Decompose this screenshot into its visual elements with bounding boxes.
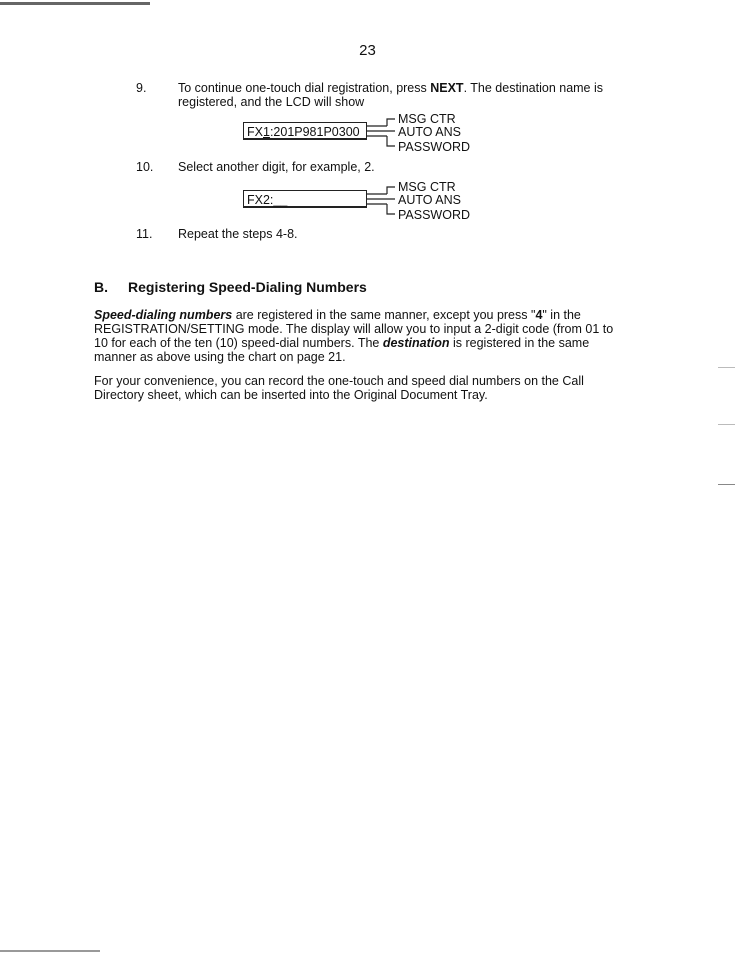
lcd-option-msg-ctr: MSG CTR — [398, 180, 456, 194]
lcd-bracket-lines — [243, 180, 403, 230]
scan-artifact-bottom — [0, 950, 100, 952]
lcd-cursor: 1 — [262, 125, 270, 139]
step-text: Repeat the steps 4-8. — [178, 227, 298, 241]
step-10 — [136, 160, 626, 176]
step-number: 11. — [136, 227, 153, 241]
section-title: Registering Speed-Dialing Numbers — [128, 279, 367, 295]
step-text: Select another digit, for example, 2. — [178, 160, 375, 174]
lcd-option-auto-ans: AUTO ANS — [398, 193, 461, 207]
lcd-option-password: PASSWORD — [398, 140, 470, 154]
lcd-option-msg-ctr: MSG CTR — [398, 112, 456, 126]
lcd-option-auto-ans: AUTO ANS — [398, 125, 461, 139]
step-number: 10. — [136, 160, 154, 174]
lcd-bracket-lines — [243, 112, 403, 162]
speed-dial-paragraph: Speed-dialing numbers are registered in the same manner, except you press "4" in the REGISTRATION/SETTING mode. The display will allow you to input a 2-digit code (from 01 to 10 for each of the ten (10) speed-dial numbers. The destination is registered in the same manner as above using the chart on page 21. — [94, 308, 614, 364]
page-number: 23 — [359, 42, 376, 59]
scan-artifact-right-2 — [718, 424, 735, 425]
lcd-option-password: PASSWORD — [398, 208, 470, 222]
scan-artifact-right-3 — [718, 484, 735, 485]
step-text: To continue one-touch dial registration, press NEXT. The destination name is registered, and the LCD will show — [178, 81, 604, 109]
lcd-screen: FX2:__ — [243, 190, 367, 208]
scan-artifact-top — [0, 2, 150, 5]
step-number: 9. — [136, 81, 147, 95]
step-11 — [136, 227, 626, 243]
term-speed-dialing-numbers: Speed-dialing numbers — [94, 308, 233, 322]
term-destination: destination — [382, 336, 450, 350]
convenience-paragraph: For your convenience, you can record the one-touch and speed dial numbers on the Call Directory sheet, which can be inserted into the Original Document Tray. — [94, 374, 584, 402]
step-9 — [136, 81, 626, 111]
section-letter: B. — [94, 279, 108, 295]
next-key: NEXT — [430, 81, 464, 95]
key-4: 4 — [535, 308, 543, 322]
lcd-display-1 — [243, 112, 543, 162]
lcd-screen: FX1:201P981P0300 — [243, 122, 367, 140]
scan-artifact-right-1 — [718, 367, 735, 368]
lcd-display-2 — [243, 180, 543, 230]
